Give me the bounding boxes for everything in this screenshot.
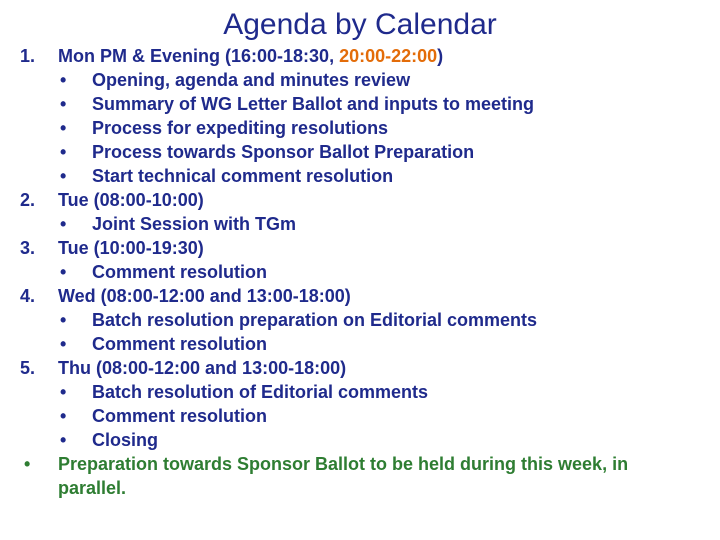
- item-text: Wed (08:00-12:00 and 13:00-18:00): [58, 286, 351, 306]
- sub-item-text: Batch resolution preparation on Editorial comments: [92, 310, 538, 330]
- sub-item: [20, 428, 710, 452]
- sub-item: [20, 68, 710, 92]
- sub-item: [20, 332, 710, 356]
- agenda-item: [20, 284, 710, 308]
- item-text: Tue (08:00-10:00): [58, 190, 204, 210]
- parallel-note: [20, 452, 710, 500]
- agenda-list: [20, 44, 710, 500]
- sub-item: [20, 164, 710, 188]
- item-text-accent: 20:00-22:00: [339, 46, 438, 66]
- sub-item-text: Comment resolution: [92, 262, 268, 282]
- item-number: 2.: [20, 190, 36, 210]
- bullet-icon: •: [24, 454, 31, 474]
- sub-item-text: Comment resolution: [92, 406, 268, 426]
- bullet-icon: •: [60, 334, 67, 354]
- sub-item-text: Opening, agenda and minutes review: [92, 70, 411, 90]
- item-text-tail: ): [437, 46, 444, 66]
- sub-item: [20, 212, 710, 236]
- sub-item: [20, 260, 710, 284]
- bullet-icon: •: [60, 118, 67, 138]
- sub-item: [20, 308, 710, 332]
- sub-item: [20, 380, 710, 404]
- note-text: Preparation towards Sponsor Ballot to be held during this week, in parallel.: [58, 454, 629, 498]
- bullet-icon: •: [60, 214, 67, 234]
- agenda-item: [20, 236, 710, 260]
- bullet-icon: •: [60, 262, 67, 282]
- bullet-icon: •: [60, 166, 67, 186]
- page-title: Agenda by Calendar: [223, 8, 497, 41]
- sub-item-text: Start technical comment resolution: [92, 166, 394, 186]
- item-text: [58, 46, 443, 66]
- item-text-main: Mon PM & Evening (16:00-18:30,: [58, 46, 340, 66]
- agenda-item: [20, 356, 710, 380]
- sub-item-text: Process towards Sponsor Ballot Preparation: [92, 142, 475, 162]
- bullet-icon: •: [60, 310, 67, 330]
- sub-item-text: Closing: [92, 430, 158, 450]
- bullet-icon: •: [60, 430, 67, 450]
- sub-item-text: Batch resolution of Editorial comments: [92, 382, 429, 402]
- agenda-item: [20, 188, 710, 212]
- bullet-icon: •: [60, 70, 67, 90]
- sub-item: [20, 404, 710, 428]
- item-text: Thu (08:00-12:00 and 13:00-18:00): [58, 358, 347, 378]
- sub-item-text: Joint Session with TGm: [92, 214, 297, 234]
- sub-item-text: Comment resolution: [92, 334, 268, 354]
- item-number: 4.: [20, 286, 36, 306]
- item-text: Tue (10:00-19:30): [58, 238, 204, 258]
- sub-item-text: Process for expediting resolutions: [92, 118, 389, 138]
- sub-item-text: Summary of WG Letter Ballot and inputs to meeting: [92, 94, 535, 114]
- bullet-icon: •: [60, 94, 67, 114]
- item-number: 5.: [20, 358, 36, 378]
- item-number: 1.: [20, 46, 36, 66]
- sub-item: [20, 92, 710, 116]
- item-number: 3.: [20, 238, 36, 258]
- sub-item: [20, 140, 710, 164]
- bullet-icon: •: [60, 406, 67, 426]
- bullet-icon: •: [60, 382, 67, 402]
- agenda-item: [20, 44, 710, 68]
- bullet-icon: •: [60, 142, 67, 162]
- sub-item: [20, 116, 710, 140]
